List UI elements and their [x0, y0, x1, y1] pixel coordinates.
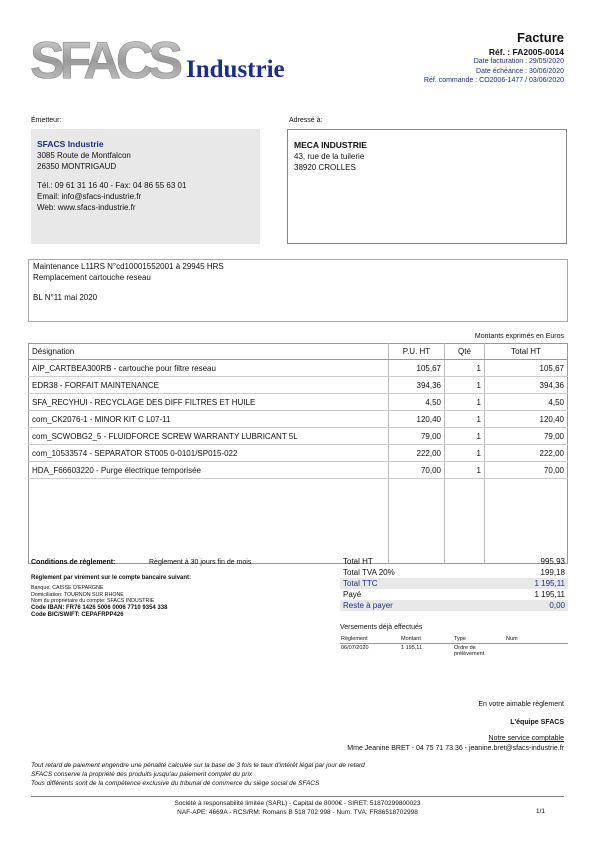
memo-box	[28, 259, 568, 322]
sign-line2: L'équipe SFACS	[510, 719, 564, 726]
footer-line1: Société à responsabilité limitée (SARL) - Capital de 8000€ - SIRET: 51870299800023	[174, 800, 421, 807]
cell-designation: HDA_F66603220 - Purge électrique temporisée	[29, 462, 389, 479]
filler-cell	[485, 479, 568, 564]
cell-qte: 1	[445, 377, 485, 394]
cell-designation: com_CK2076-1 - MINOR KIT C L07-11	[29, 411, 389, 428]
total-row	[340, 578, 568, 589]
emetteur-web: Web: www.sfacs-industrie.fr	[37, 203, 136, 212]
cell-total: 394,36	[485, 377, 568, 394]
cell-pu: 120,40	[389, 411, 445, 428]
col-total: Total HT	[485, 344, 568, 360]
vers-num	[505, 644, 568, 659]
table-row	[29, 428, 568, 445]
total-value: 199,18	[540, 568, 565, 577]
adresse-name: MECA INDUSTRIE	[294, 140, 367, 150]
cell-total: 120,40	[485, 411, 568, 428]
emetteur-addr1: 3085 Route de Montfalcon	[37, 151, 131, 160]
sign-line3: Notre service comptable	[488, 735, 564, 742]
total-value: 1 195,11	[534, 590, 565, 599]
table-row	[29, 411, 568, 428]
table-row	[29, 360, 568, 377]
adresse-box	[287, 129, 567, 244]
page-number: 1/1	[535, 808, 545, 815]
memo-line2: Remplacement cartouche reseau	[33, 272, 151, 282]
footer-line2: NAF-APE: 4669A - RCS/RM: Romans B 518 702 998 - Num. TVA: FR86518702998	[177, 809, 418, 816]
versements-block	[340, 624, 568, 658]
total-value: 1 195,11	[534, 579, 565, 588]
cell-designation: com_10533574 - SEPARATOR ST005 0-0101/SP015-022	[29, 445, 389, 462]
cell-designation: com_SCWOBG2_5 - FLUIDFORCE SCREW WARRANTY LUBRICANT 5L	[29, 428, 389, 445]
table-row	[29, 445, 568, 462]
col-pu: P.U. HT	[389, 344, 445, 360]
versements-title: Versements déjà effectués	[340, 624, 423, 631]
cell-pu: 79,00	[389, 428, 445, 445]
cell-pu: 222,00	[389, 445, 445, 462]
virement-title: Règlement par virement sur le compte bancaire suivant:	[31, 575, 192, 581]
emetteur-name: SFACS Industrie	[37, 139, 104, 149]
filler-cell	[445, 479, 485, 564]
adresse-label: Adressé à:	[289, 117, 323, 124]
table-row	[29, 394, 568, 411]
legal-block	[31, 761, 365, 788]
cell-qte: 1	[445, 360, 485, 377]
doc-title: Facture	[517, 30, 564, 45]
cell-qte: 1	[445, 462, 485, 479]
vers-col-type: Type	[453, 635, 505, 644]
total-label: Reste à payer	[343, 601, 393, 610]
logo-mark: SFACS	[30, 32, 180, 90]
cell-total: 79,00	[485, 428, 568, 445]
vers-type: Ordre de prélèvement	[454, 645, 485, 657]
total-label: Total TTC	[343, 579, 378, 588]
sfacs-logo-graphic	[28, 30, 318, 90]
emetteur-email: Email: info@sfacs-industrie.fr	[37, 192, 142, 201]
banque: Banque: CAISSE D'EPARGNE	[31, 585, 104, 591]
versement-row	[340, 644, 568, 659]
versements-table	[340, 635, 568, 658]
total-value: 995,93	[540, 557, 565, 566]
memo-line1: Maintenance L11RS N°cd10001552001 à 29945 HRS	[33, 262, 224, 271]
iban: Code IBAN: FR76 1426 5006 0006 7710 9354 338	[31, 604, 168, 611]
emetteur-tel: Tél.: 09 61 31 16 40 - Fax: 04 86 55 63 01	[37, 181, 187, 190]
table-row	[29, 377, 568, 394]
conditions-value: Règlement à 30 jours fin de mois	[149, 559, 252, 566]
legal-line2: SFACS conserve la propriété des produits jusqu'au paiement complet du prix	[31, 771, 253, 778]
cell-qte: 1	[445, 411, 485, 428]
total-label: Payé	[343, 590, 362, 599]
total-row	[340, 556, 568, 567]
adresse-addr2: 38920 CROLLES	[294, 163, 356, 172]
cell-pu: 70,00	[389, 462, 445, 479]
col-designation: Désignation	[29, 344, 389, 360]
footer	[0, 799, 595, 817]
emetteur-label: Émetteur:	[31, 117, 62, 124]
vers-montant: 1 195,11	[401, 645, 423, 651]
sign-line1: En votre aimable règlement	[478, 701, 564, 708]
sign-line4: Mme Jeanine BRET - 04 75 71 73 36 - jeanine.bret@sfacs-industrie.fr	[347, 745, 564, 752]
table-row	[29, 462, 568, 479]
vers-col-reglement: Règlement	[340, 635, 400, 644]
emetteur-box	[31, 129, 260, 244]
domiciliation: Domiciliation: TOURNON SUR RHONE	[31, 591, 124, 598]
cell-designation: EDR38 - FORFAIT MAINTENANCE	[29, 377, 389, 394]
date-echeance: Date échéance : 30/06/2020	[476, 67, 564, 75]
cell-qte: 1	[445, 428, 485, 445]
col-qte: Qté	[445, 344, 485, 360]
bic: Code BIC/SWIFT: CEPAFRPP426	[31, 611, 124, 618]
memo-line3: BL N°11 mai 2020	[33, 293, 98, 302]
conditions-block	[31, 559, 311, 619]
cell-pu: 394,36	[389, 377, 445, 394]
items-body	[29, 360, 568, 564]
filler-cell	[389, 479, 445, 564]
cell-total: 70,00	[485, 462, 568, 479]
logo-sub: Industrie	[186, 56, 285, 83]
adresse-addr1: 43, rue de la tuilerie	[294, 152, 365, 161]
footer-divider	[31, 796, 564, 797]
vers-reglement: 06/07/2020	[341, 645, 369, 651]
total-row	[340, 589, 568, 600]
table-filler-row	[29, 479, 568, 564]
cell-qte: 1	[445, 445, 485, 462]
legal-line1: Tout retard de paiement engendre une pénalité calculée sur la base de 3 fois le taux d'intérêt légal par jour de retard	[31, 762, 365, 769]
company-logo	[28, 30, 318, 90]
vers-col-num: Num	[505, 635, 568, 644]
cell-total: 105,67	[485, 360, 568, 377]
cell-total: 4,50	[485, 394, 568, 411]
total-value: 0,00	[549, 601, 565, 610]
proprietaire: Nom du propriétaire du compte: SFACS INDUSTRIE	[31, 598, 155, 604]
cell-pu: 4,50	[389, 394, 445, 411]
currency-note: Montants exprimés en Euros	[474, 333, 564, 340]
ref-commande: Réf. commande : CO2006-1477 / 03/06/2020	[423, 77, 564, 84]
signature-block	[347, 700, 564, 754]
emetteur-addr2: 26350 MONTRIGAUD	[37, 162, 117, 171]
invoice-header	[424, 30, 564, 86]
filler-cell	[29, 479, 389, 564]
total-row	[340, 567, 568, 578]
date-facturation: Date facturation : 29/05/2020	[473, 58, 564, 65]
doc-ref: Réf. : FA2005-0014	[488, 47, 564, 57]
total-label: Total HT	[343, 557, 373, 566]
total-label: Total TVA 20%	[343, 568, 395, 577]
vers-col-montant: Montant	[400, 635, 453, 644]
legal-line3: Tous différents sont de la compétence exclusive du tribunal de commerce du siège social de SFACS	[31, 780, 320, 787]
cell-total: 222,00	[485, 445, 568, 462]
cell-qte: 1	[445, 394, 485, 411]
totals-block	[340, 556, 568, 611]
items-header-row	[29, 344, 568, 360]
cell-designation: SFA_RECYHUI - RECYCLAGE DES DIFF FILTRES ET HUILE	[29, 394, 389, 411]
conditions-label: Conditions de règlement:	[31, 559, 116, 566]
items-table	[28, 343, 568, 564]
cell-designation: AIP_CARTBEA300RB - cartouche pour filtre reseau	[29, 360, 389, 377]
total-row	[340, 600, 568, 611]
cell-pu: 105,67	[389, 360, 445, 377]
